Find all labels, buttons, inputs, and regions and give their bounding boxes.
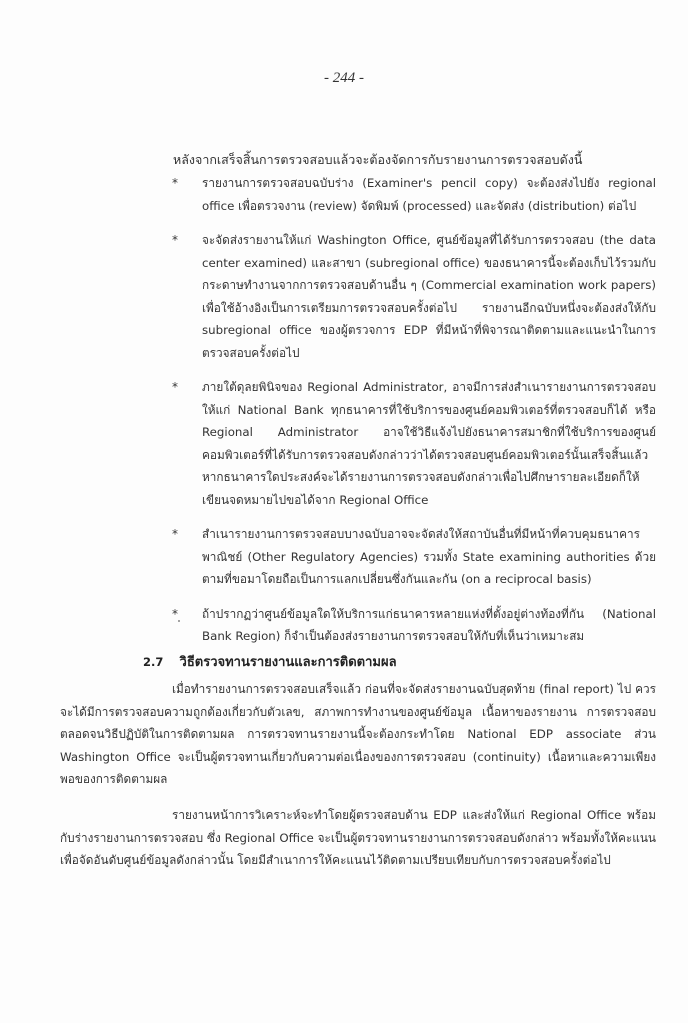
bullet-asterisk-icon: * [172, 233, 178, 247]
bullet-asterisk-icon: * [172, 527, 178, 541]
bullet-text: สำเนารายงานการตรวจสอบบางฉบับอาจจะจัดส่งให้สถาบันอื่นที่มีหน้าที่ควบคุมธนาคารพาณิชย์ (Other Regulatory Agencies) รวมทั้ง State examining authorities ด้วย ตามที่ขอมาโดยถือเป็นการแลกเปลี่ยนซึ่งกันและกัน (on a reciprocal basis) [202, 527, 656, 586]
bullet-item [172, 172, 656, 217]
intro-line: หลังจากเสร็จสิ้นการตรวจสอบแล้วจะต้องจัดการกับรายงานการตรวจสอบดังนี้ [173, 152, 583, 167]
bullet-item [172, 376, 656, 511]
section-title: วิธีตรวจทานรายงานและการติดตามผล [179, 655, 397, 670]
bullet-asterisk-icon: * [172, 380, 178, 394]
bullet-list [172, 172, 656, 660]
scan-speck [178, 620, 180, 622]
bullet-item [172, 523, 656, 591]
bullet-asterisk-icon: * [172, 606, 178, 621]
section-number: 2.7 [143, 655, 164, 669]
bullet-item [172, 229, 656, 364]
section-heading [143, 651, 643, 672]
bullet-text: ถ้าปรากฏว่าศูนย์ข้อมูลใดให้บริการแก่ธนาคารหลายแห่งที่ตั้งอยู่ต่างท้องที่กัน (National Bank Region) ก็จำเป็นต้องส่งรายงานการตรวจสอบให้กับที่เห็นว่าเหมาะสม [202, 606, 656, 643]
bullet-text: รายงานการตรวจสอบฉบับร่าง (Examiner's pencil copy) จะต้องส่งไปยัง regional office เพื่อตรวจงาน (review) จัดพิมพ์ (processed) และจัดส่ง (distribution) ต่อไป [202, 176, 656, 213]
page-number: - 244 - [324, 70, 364, 86]
bullet-text: ภายใต้ดุลยพินิจของ Regional Administrator, อาจมีการส่งสำเนารายงานการตรวจสอบให้แก่ National Bank ทุกธนาคารที่ใช้บริการของศูนย์คอมพิวเตอร์ที่ตรวจสอบก็ได้ หรือ Regional Administrator อาจใช้วิธีแจ้งไปยังธนาคารสมาชิกที่ใช้บริการของศูนย์คอมพิวเตอร์ที่ได้รับการตรวจสอบดังกล่าวว่าได้ตรวจสอบศูนย์คอมพิวเตอร์นั้นเสร็จสิ้นแล้ว หากธนาคารใดประสงค์จะได้รายงานการตรวจสอบดังกล่าวเพื่อไปศึกษารายละเอียดก็ให้เขียนจดหมายไปขอได้จาก Regional Office [202, 380, 656, 507]
bullet-text: จะจัดส่งรายงานให้แก่ Washington Office, ศูนย์ข้อมูลที่ได้รับการตรวจสอบ (the data center examined) และสาขา (subregional office) ของธนาคารนี้จะต้องเก็บไว้รวมกับกระดาษทำงานจากการตรวจสอบด้านอื่น ๆ (Commercial examination work papers) เพื่อใช้อ้างอิงเป็นการเตรียมการตรวจสอบครั้งต่อไป รายงานอีกฉบับหนึ่งจะต้องส่งให้กับ subregional office ของผู้ตรวจการ EDP ที่มีหน้าที่พิจารณาติดตามและแนะนำในการตรวจสอบครั้งต่อไป [202, 233, 656, 360]
bullet-item [172, 603, 656, 648]
bullet-asterisk-icon: * [172, 176, 178, 190]
body-paragraph: เมื่อทำรายงานการตรวจสอบเสร็จแล้ว ก่อนที่จะจัดส่งรายงานฉบับสุดท้าย (final report) ไป ควรจะได้มีการตรวจสอบความถูกต้องเกี่ยวกับตัวเลข, สภาพการทำงานของศูนย์ข้อมูล เนื้อหาของรายงาน การตรวจสอบตลอดจนวิธีปฏิบัติในการติดตามผล การตรวจทานรายงานนี้จะต้องกระทำโดย National EDP associate ส่วน Washington Office จะเป็นผู้ตรวจทานเกี่ยวกับความต่อเนื่องของการตรวจสอบ (continuity) เนื้อหาและความเพียงพอของการติดตามผล [60, 682, 656, 786]
body-paragraph: รายงานหน้าการวิเคราะห์จะทำโดยผู้ตรวจสอบด้าน EDP และส่งให้แก่ Regional Office พร้อมกับร่างรายงานการตรวจสอบ ซึ่ง Regional Office จะเป็นผู้ตรวจทานรายงานการตรวจสอบดังกล่าว พร้อมทั้งให้คะแนนเพื่อจัดอันดับศูนย์ข้อมูลดังกล่าวนั้น โดยมีสำเนาการให้คะแนนไว้ติดตามเปรียบเทียบกับการตรวจสอบครั้งต่อไป [60, 808, 656, 867]
